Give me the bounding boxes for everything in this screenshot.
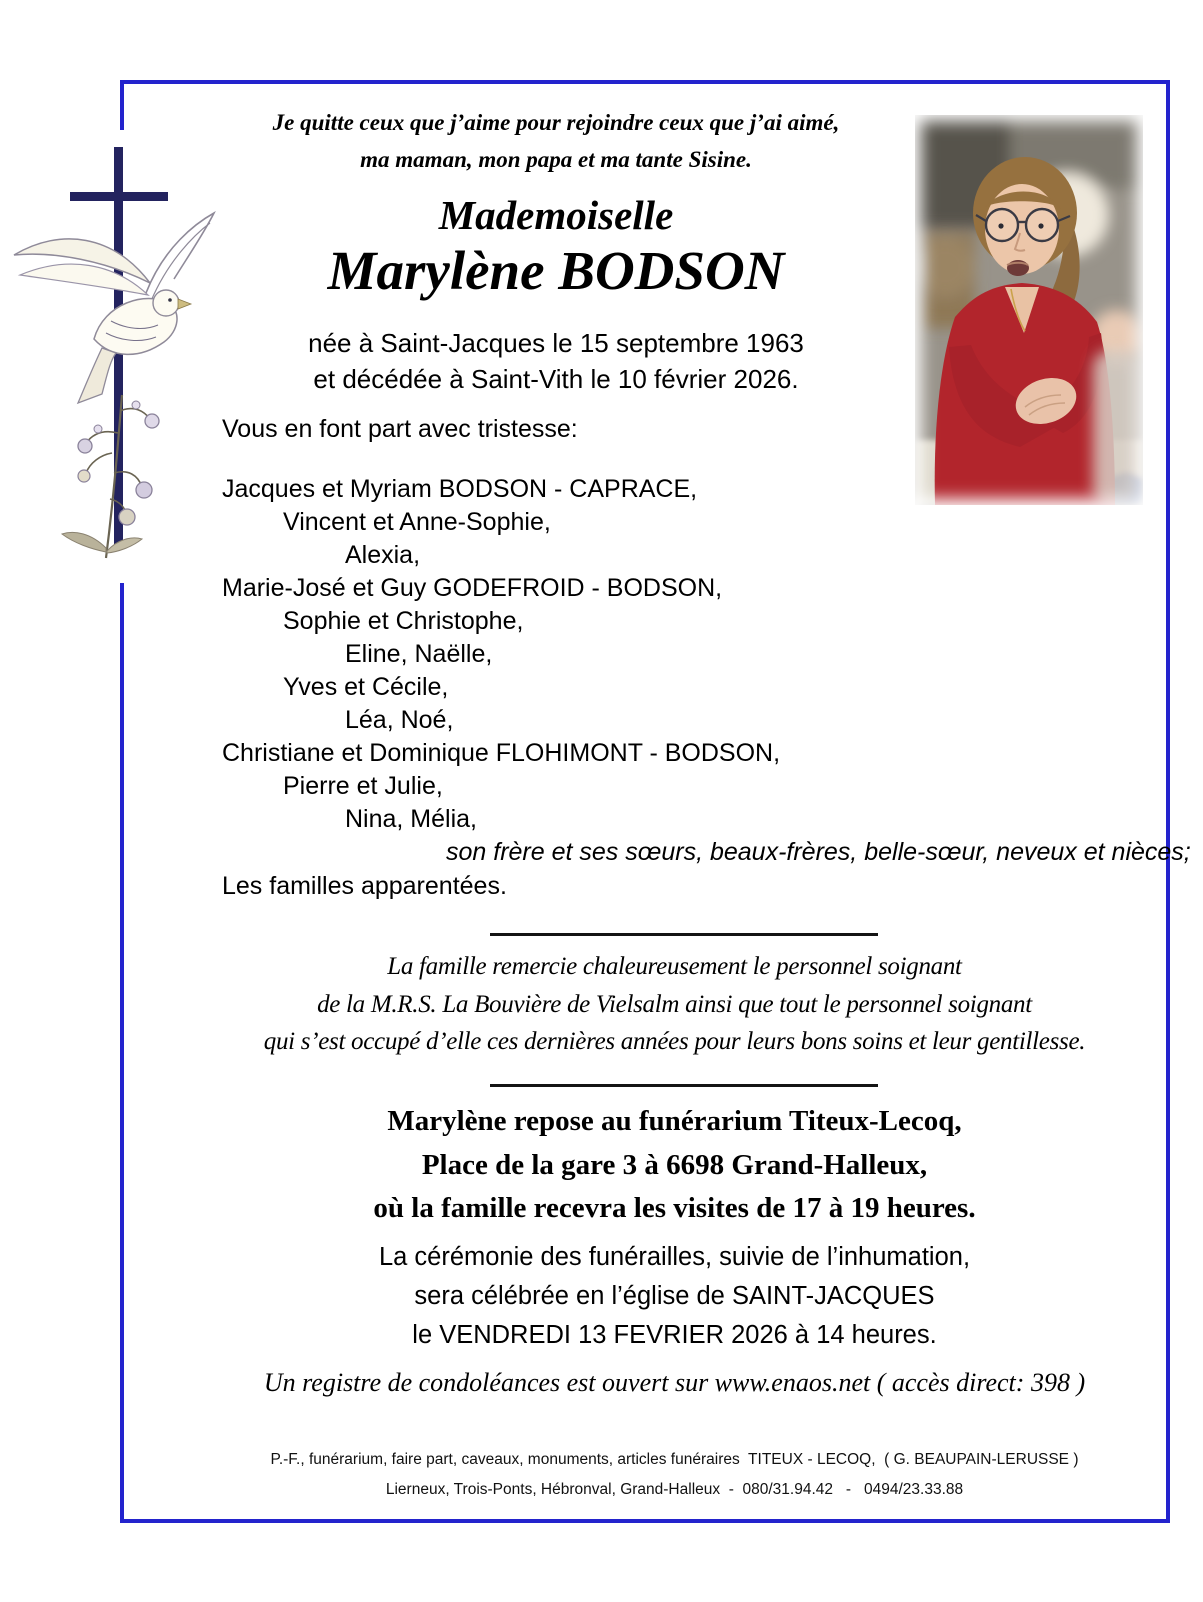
- epigraph-line2: ma maman, mon papa et ma tante Sisine.: [360, 147, 752, 172]
- footer-line1: P.-F., funérarium, faire part, caveaux, monuments, articles funéraires TITEUX - LECOQ, ( G. BEAUPAIN-LERUSSE ): [270, 1451, 1079, 1468]
- footer-line2: Lierneux, Trois-Ponts, Hébronval, Grand-Halleux - 080/31.94.42 - 0494/23.33.88: [385, 1481, 964, 1498]
- family-line: Jacques et Myriam BODSON - CAPRACE,: [222, 475, 698, 503]
- repose-line2: Place de la gare 3 à 6698 Grand-Halleux,: [421, 1148, 928, 1181]
- portrait-photo: [915, 115, 1143, 505]
- birth-line: née à Saint-Jacques le 15 septembre 1963: [308, 328, 804, 358]
- announcement-intro: Vous en font part avec tristesse:: [222, 415, 578, 443]
- thanks-paragraph: [222, 948, 1127, 1061]
- deceased-name: Marylène BODSON: [327, 240, 785, 301]
- family-line: Vincent et Anne-Sophie,: [283, 508, 551, 536]
- divider-line: [490, 1084, 878, 1087]
- title-prefix: Mademoiselle: [438, 192, 674, 238]
- funeral-home-footer: [222, 1445, 1127, 1505]
- dove-illustration-svg: [6, 143, 221, 563]
- portrait-photo-svg: [915, 115, 1143, 505]
- family-line: Eline, Naëlle,: [345, 640, 493, 668]
- frame-border-right: [1166, 80, 1170, 1523]
- divider-line: [490, 933, 878, 936]
- condolence-register-line: Un registre de condoléances est ouvert sur www.enaos.net ( accès direct: 398 ): [263, 1368, 1086, 1397]
- ceremony-line3: le VENDREDI 13 FEVRIER 2026 à 14 heures.: [412, 1321, 937, 1349]
- family-line: Marie-José et Guy GODEFROID - BODSON,: [222, 574, 723, 602]
- repose-info: [222, 1100, 1127, 1231]
- frame-border-bottom: [120, 1519, 1170, 1523]
- family-line: Sophie et Christophe,: [283, 607, 524, 635]
- thanks-line2: de la M.R.S. La Bouvière de Vielsalm ainsi que tout le personnel soignant: [317, 990, 1032, 1018]
- frame-border-left-lower: [120, 583, 124, 1523]
- family-line: Christiane et Dominique FLOHIMONT - BODSON,: [222, 739, 781, 767]
- frame-border-left-upper: [120, 80, 124, 130]
- frame-border-top: [120, 80, 1170, 84]
- related-families: Les familles apparentées.: [222, 872, 507, 900]
- family-line: Yves et Cécile,: [283, 673, 449, 701]
- ceremony-line1: La cérémonie des funérailles, suivie de l’inhumation,: [378, 1243, 971, 1271]
- thanks-line3: qui s’est occupé d’elle ces dernières années pour leurs bons soins et leur gentillesse.: [263, 1028, 1086, 1056]
- family-list: [222, 473, 1191, 869]
- flowers-icon: [62, 395, 159, 558]
- epigraph: [222, 104, 890, 178]
- dove-cross-illustration: [6, 143, 221, 563]
- epigraph-line1: Je quitte ceux que j’aime pour rejoindre ceux que j’ai aimé,: [272, 110, 840, 135]
- death-line: et décédée à Saint-Vith le 10 février 2026.: [313, 364, 799, 394]
- ceremony-info: [222, 1238, 1127, 1355]
- family-line: Léa, Noé,: [345, 706, 454, 734]
- repose-line3: où la famille recevra les visites de 17 à 19 heures.: [373, 1192, 976, 1224]
- ceremony-line2: sera célébrée en l’église de SAINT-JACQUES: [414, 1282, 935, 1310]
- thanks-line1: La famille remercie chaleureusement le personnel soignant: [387, 953, 962, 980]
- family-line: Nina, Mélia,: [345, 805, 477, 833]
- vital-dates: [222, 325, 890, 397]
- repose-line1: Marylène repose au funérarium Titeux-Lecoq,: [387, 1105, 962, 1137]
- family-line: Alexia,: [345, 541, 421, 569]
- relation-line: son frère et ses sœurs, beaux-frères, belle-sœur, neveux et nièces;: [446, 838, 1191, 866]
- family-line: Pierre et Julie,: [283, 772, 443, 800]
